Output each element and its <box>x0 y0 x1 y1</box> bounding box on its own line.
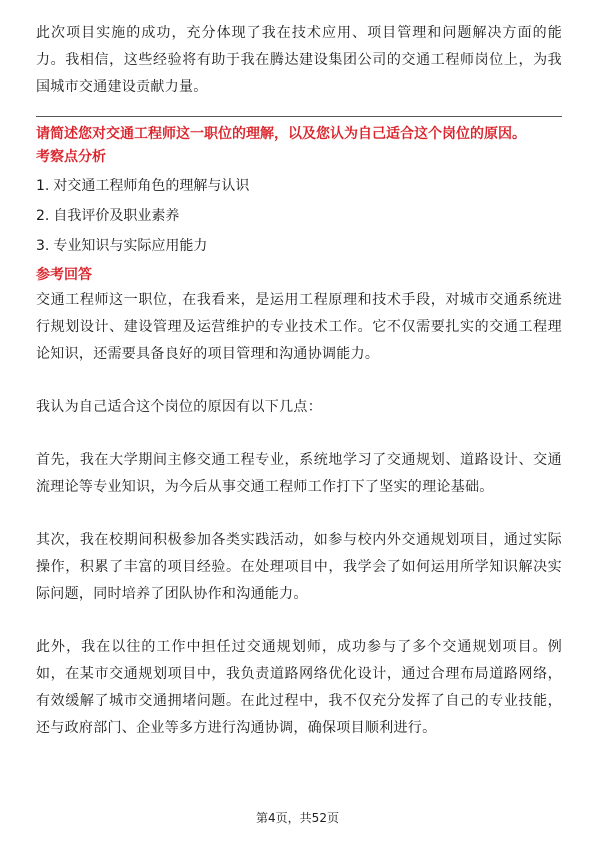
answer-paragraph: 交通工程师这一职位，在我看来，是运用工程原理和技术手段，对城市交通系统进行规划设计、建设管理及运营维护的专业技术工作。它不仅需要扎实的交通工程理论知识，还需要具备良好的项目管理和沟通协调能力。 <box>36 292 562 362</box>
point-number: 3. <box>36 238 50 254</box>
answer-paragraph: 我认为自己适合这个岗位的原因有以下几点： <box>36 399 322 415</box>
analysis-point <box>36 201 562 231</box>
page-number: 第4页，共52页 <box>256 811 339 825</box>
analysis-title: 考察点分析 <box>36 149 106 165</box>
answer-paragraph: 其次，我在校期间积极参加各类实践活动，如参与校内外交通规划项目，通过实际操作，积累了丰富的项目经验。在处理项目中，我学会了如何运用所学知识解决实际问题，同时培养了团队协作和沟通能力。 <box>36 532 562 602</box>
answer-title: 参考回答 <box>36 267 92 283</box>
section-divider <box>36 116 562 117</box>
point-text: 专业知识与实际应用能力 <box>53 238 208 254</box>
point-number: 2. <box>36 208 50 224</box>
analysis-point <box>36 171 562 201</box>
interview-question: 请简述您对交通工程师这一职位的理解，以及您认为自己适合这个岗位的原因。 <box>36 126 526 142</box>
intro-paragraph: 此次项目实施的成功，充分体现了我在技术应用、项目管理和问题解决方面的能力。我相信，这些经验将有助于我在腾达建设集团公司的交通工程师岗位上，为我国城市交通建设贡献力量。 <box>36 25 562 95</box>
point-text: 自我评价及职业素养 <box>53 208 180 224</box>
point-number: 1. <box>36 178 50 194</box>
analysis-list <box>36 171 562 261</box>
answer-paragraph: 此外，我在以往的工作中担任过交通规划师，成功参与了多个交通规划项目。例如，在某市交通规划项目中，我负责道路网络优化设计，通过合理布局道路网络，有效缓解了城市交通拥堵问题。在此过程中，我不仅充分发挥了自己的专业技能，还与政府部门、企业等多方进行沟通协调，确保项目顺利进行。 <box>36 639 562 736</box>
point-text: 对交通工程师角色的理解与认识 <box>53 178 250 194</box>
answer-paragraph: 首先，我在大学期间主修交通工程专业，系统地学习了交通规划、道路设计、交通流理论等专业知识，为今后从事交通工程师工作打下了坚实的理论基础。 <box>36 452 562 495</box>
analysis-point <box>36 231 562 261</box>
page-content <box>36 20 562 742</box>
